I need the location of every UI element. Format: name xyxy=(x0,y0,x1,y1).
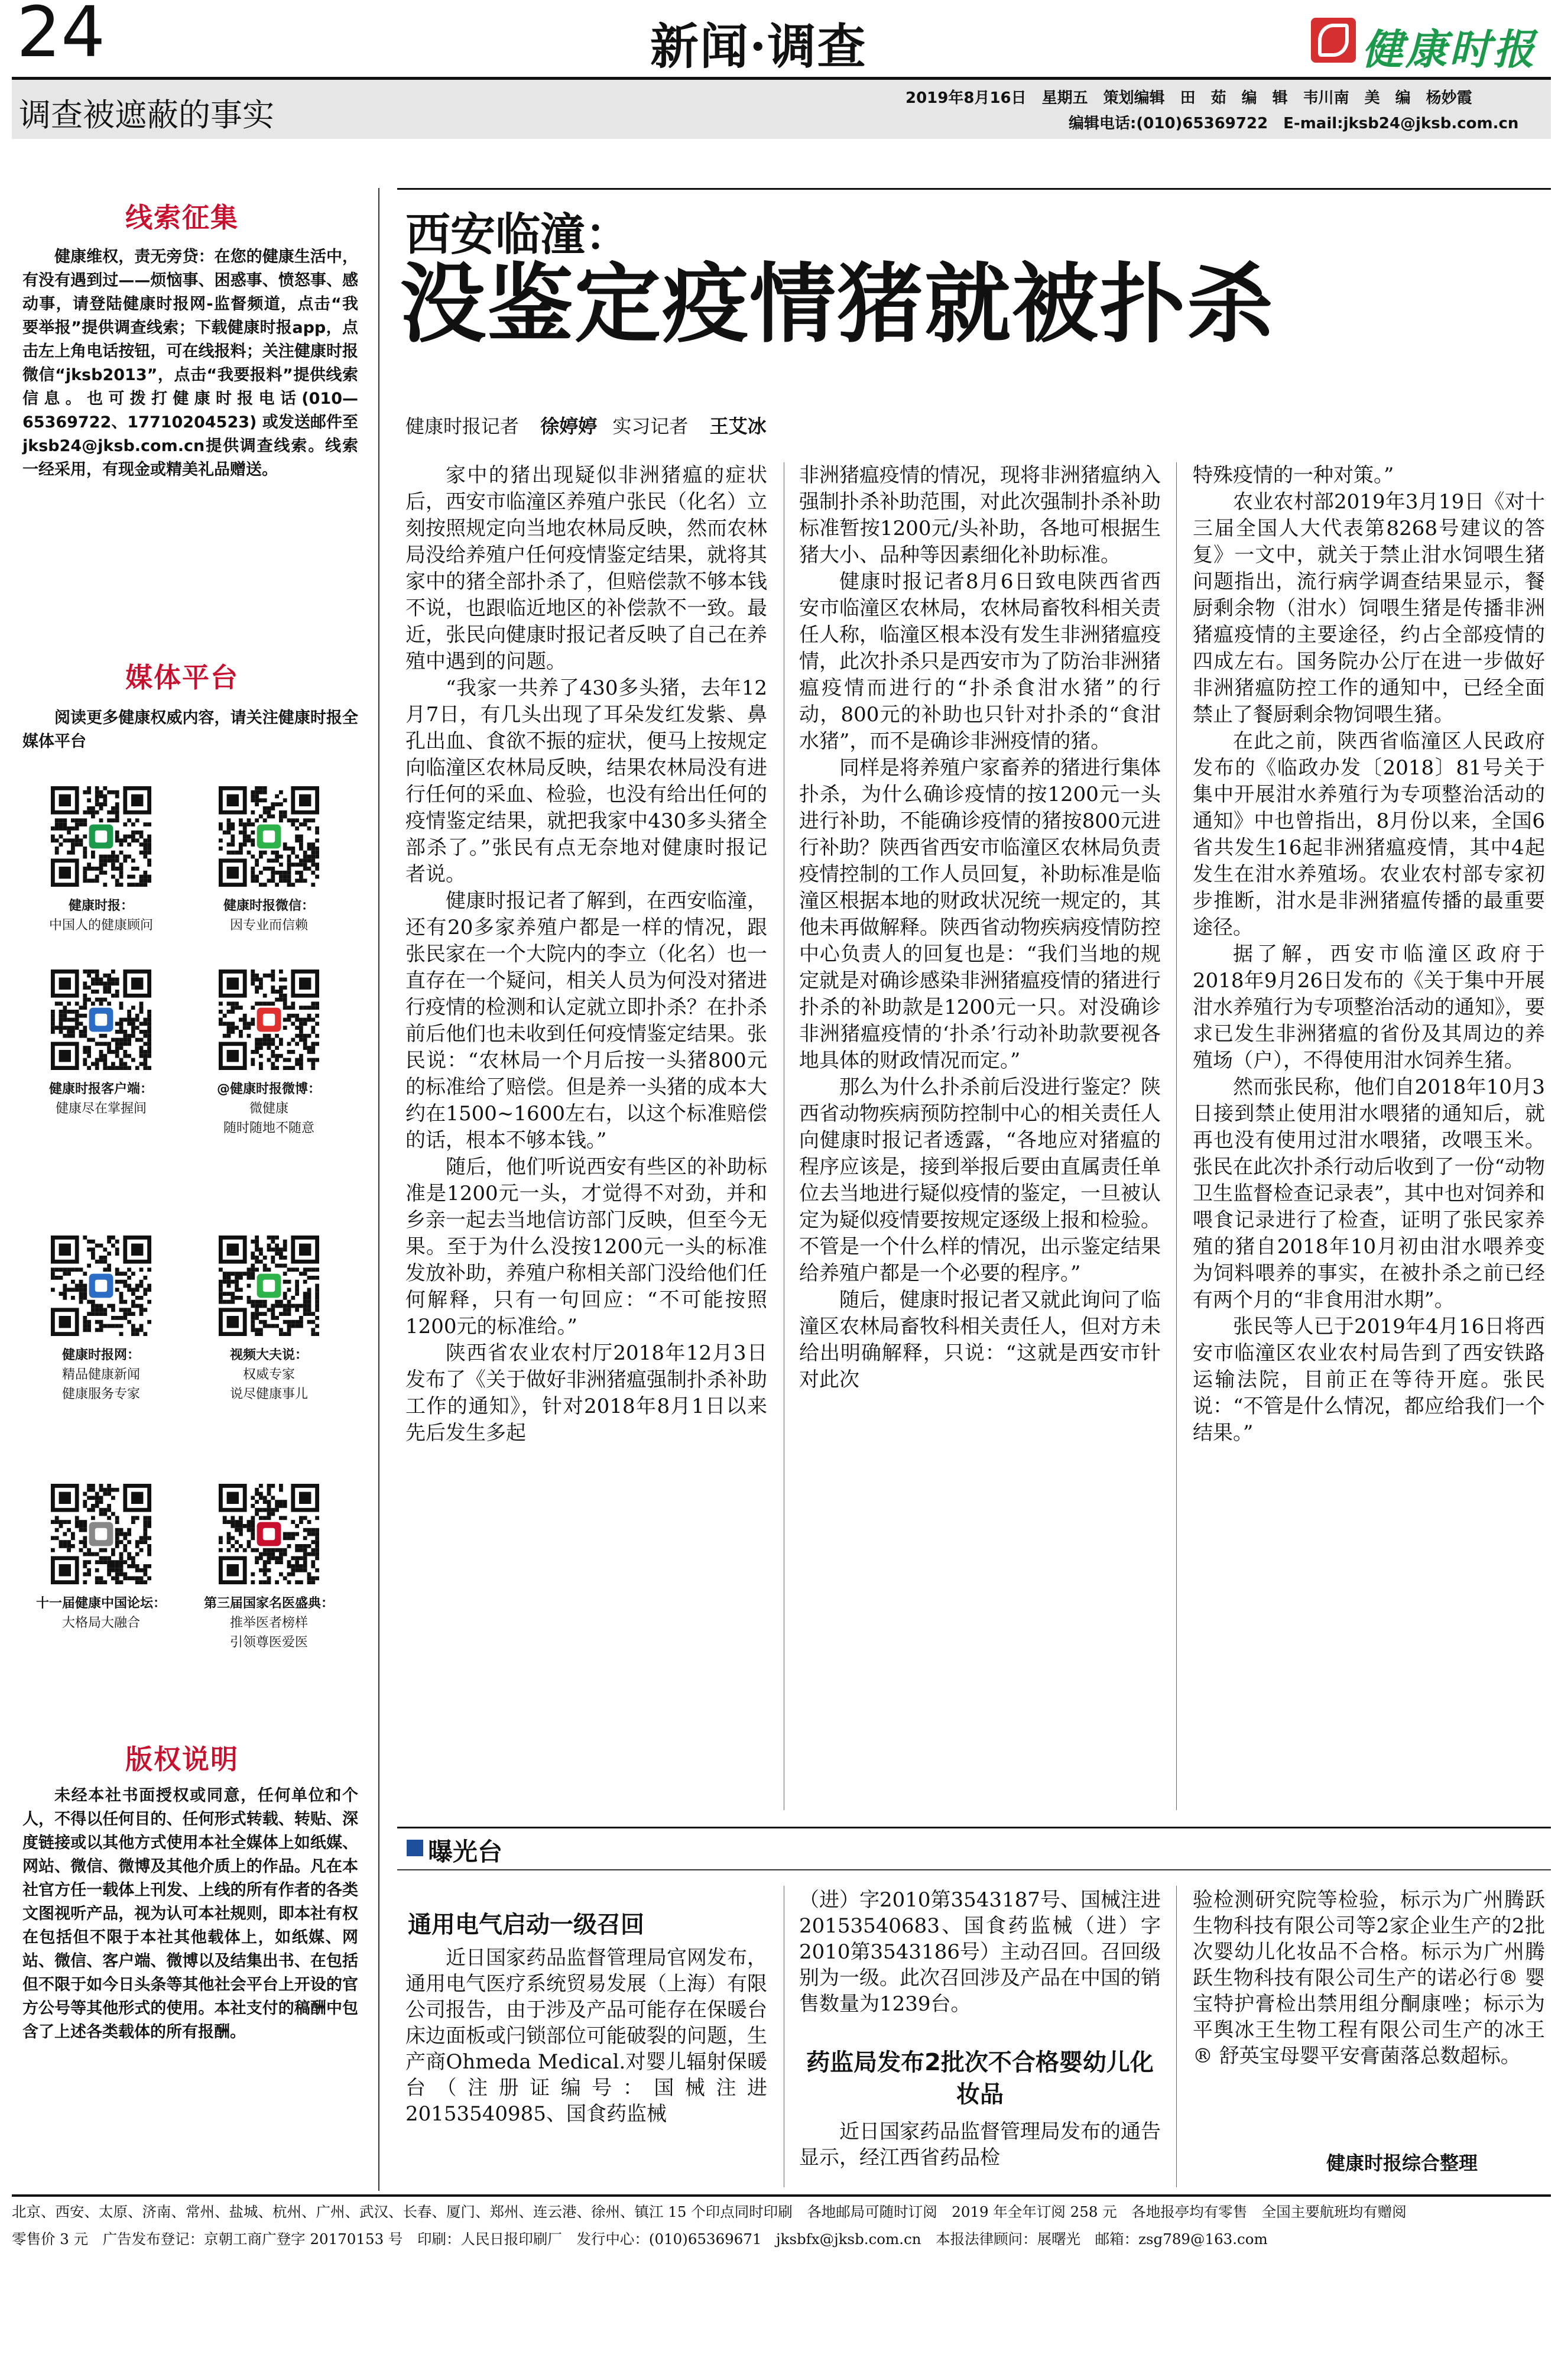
paragraph: 随后，他们听说西安有些区的补助标准是1200元一头，才觉得不对劲，并和乡亲一起去当地信访部门反映，但至今无果。至于为什么没按1200元一头的标准发放补助，养殖户称相关部门没给他们任何解释，只有一句回应：“不可能按照1200元的标准给。” xyxy=(405,1155,767,1338)
clues-text: 健康维权，责无旁贷：在您的健康生活中，有没有遇到过——烦恼事、困惑事、愤怒事、感动事，请登陆健康时报网-监督频道，点击“我要举报”提供调查线索；下载健康时报app，点击左上角电话按钮，可在线报料；关注健康时报微信“jksb2013”，点击“我要报料”提供线索信息。也可拨打健康时报电话(010—65369722、17710204523) 或发送邮件至jksb24@jksb.com.cn提供调查线索。线索一经采用，有现金或精美礼品赠送。 xyxy=(22,248,358,479)
copyright-text: 未经本社书面授权或同意，任何单位和个人，不得以任何目的、任何形式转载、转贴、深度链接或以其他方式使用本社全媒体上如纸媒、网站、微信、微博及其他介质上的作品。凡在本社官方任一载体上刊发、上线的所有作者的各类文图视听产品，视为认可本社规则，即本社有权在包括但不限于本社其他载体上，如纸媒、网站、微信、客户端、微博以及结集出书、在包括但不限于如今日头条等其他社会平台上开设的官方公号等其他形式的使用。本社支付的稿酬中包含了上述各类载体的所有报酬。 xyxy=(22,1786,358,2041)
qr-caption-desc: 精品健康新闻 健康服务专家 xyxy=(61,1367,140,1402)
qr-caption xyxy=(30,1345,172,1404)
media-text: 阅读更多健康权威内容，请关注健康时报全媒体平台 xyxy=(22,709,358,751)
page-number: 24 xyxy=(17,0,106,73)
qr-caption xyxy=(30,896,172,935)
paragraph: 健康时报记者8月6日致电陕西省西安市临潼区农林局，农林局畜牧科相关责任人称，临潼区根本没有发生非洲猪瘟疫情，此次扑杀只是西安市为了防治非洲猪瘟疫情而进行的“扑杀食泔水猪”的行动，800元的补助也只针对扑杀的“食泔水猪”，而不是确诊非洲疫情的猪。 xyxy=(799,570,1161,753)
exposure-section-title: 曝光台 xyxy=(428,1837,503,1866)
story1-col2: （进）字2010第3543187号、国械注进20153540683、国食药监械（进）字2010第3543186号）主动召回。召回级别为一级。此次召回涉及产品在中国的销售数量为1239台。 xyxy=(799,1888,1161,2016)
qr-code-jksb-logo xyxy=(51,786,151,887)
section-title: 新闻·调查 xyxy=(650,18,867,75)
paragraph: 在此之前，陕西省临潼区人民政府发布的《临政办发〔2018〕81号关于集中开展泔水养殖行为专项整治活动的通知》中也曾指出，8月份以来，全国6省共发生16起非洲猪瘟疫情，其中4起发生在泔水养殖场。农业农村部专家初步推断，泔水是非洲猪瘟传播的最重要途径。 xyxy=(1193,729,1545,939)
contact-line: 编辑电话:(010)65369722 E-mail:jksb24@jksb.com.cn xyxy=(1069,115,1519,132)
qr-caption-desc: 健康尽在掌握间 xyxy=(55,1101,147,1116)
paragraph: 非洲猪瘟疫情的情况，现将非洲猪瘟纳入强制扑杀补助范围，对此次强制扑杀补助标准暂按1200元/头补助，各地可根据生猪大小、品种等因素细化补助标准。 xyxy=(799,463,1161,567)
article-headline: 没鉴定疫情猪就被扑杀 xyxy=(400,254,1274,355)
paragraph: 随后，健康时报记者又就此询问了临潼区农林局畜牧科相关责任人，但对方未给出明确解释，只说：“这就是西安市针对此次 xyxy=(799,1288,1161,1392)
byline-label-1: 健康时报记者 xyxy=(405,415,520,437)
qr-caption-name: @健康时报微博： xyxy=(216,1082,321,1097)
exposure-sub-rule xyxy=(397,1869,1551,1870)
qr-caption xyxy=(198,896,340,935)
dateline: 2019年8月16日 星期五 策划编辑 田 茹 编 辑 韦川南 美 编 杨妙霞 xyxy=(905,89,1472,107)
footer-line-2: 零售价 3 元 广告发布登记：京朝工商广登字 20170153 号 印刷：人民日报印刷厂 发行中心：(010)65369671 jksbfx@jksb.com.cn 本报法律顾问：展曙光 邮箱：zsg789@163.com xyxy=(12,2230,1268,2248)
clues-title: 线索征集 xyxy=(125,202,239,234)
paragraph: 张民等人已于2019年4月16日将西安市临潼区农业农村局告到了西安铁路运输法院，目前正在等待开庭。张民说：“不管是什么情况，都应给我们一个结果。” xyxy=(1193,1315,1545,1445)
column-name: 调查被遮蔽的事实 xyxy=(19,96,274,134)
article-column-3 xyxy=(1193,462,1545,1447)
qr-caption-name: 健康时报客户端： xyxy=(48,1082,153,1097)
story2-col3: 验检测研究院等检验，标示为广州腾跃生物科技有限公司等2家企业生产的2批次婴幼儿化妆品不合格。标示为广州腾跃生物科技有限公司生产的诺必行® 婴宝特护膏检出禁用组分酮康唑；标示为平舆冰王生物工程有限公司生产的冰王® 舒英宝母婴平安膏菌落总数超标。 xyxy=(1193,1888,1545,2068)
logo-wordmark: 健康时报 xyxy=(1362,25,1537,74)
qr-caption-name: 视频大夫说： xyxy=(229,1348,308,1363)
qr-code-web-logo xyxy=(51,1236,151,1336)
page-header xyxy=(0,0,1558,137)
paragraph: 那么为什么扑杀前后没进行鉴定？陕西省动物疾病预防控制中心的相关责任人向健康时报记者透露，“各地应对猪瘟的程序应该是，接到举报后要由直属责任单位去当地进行疑似疫情的鉴定，一旦被认定为疑似疫情要按规定逐级上报和检验。不管是一个什么样的情况，出示鉴定结果给养殖户都是一个必要的程序。” xyxy=(799,1075,1161,1285)
story1-col1: 近日国家药品监督管理局官网发布，通用电气医疗系统贸易发展（上海）有限公司报告，由于涉及产品可能存在保暖台床边面板或闩锁部位可能破裂的问题，生产商Ohmeda Medical.对婴儿辐射保暖台（注册证编号：国械注进20153540985、国食药监械 xyxy=(405,1946,767,2126)
article-column-1 xyxy=(405,462,767,1447)
qr-caption xyxy=(198,1079,340,1138)
media-title: 媒体平台 xyxy=(125,662,239,693)
paragraph: 然而张民称，他们自2018年10月3日接到禁止使用泔水喂猪的通知后，就再也没有使用过泔水喂猪，改喂玉米。张民在此次扑杀行动后收到了一份“动物卫生监督检查记录表”，其中也对饲养和喂食记录进行了检查，证明了张民家养殖的猪自2018年10月初由泔水喂养变为饲料喂养的事实，在被扑杀之前已经有两个月的“非食用泔水期”。 xyxy=(1193,1075,1545,1312)
paragraph: 特殊疫情的一种对策。” xyxy=(1193,463,1394,487)
qr-caption xyxy=(198,1594,340,1652)
paragraph: 陕西省农业农村厅2018年12月3日发布了《关于做好非洲猪瘟强制扑杀补助工作的通知》，针对2018年8月1日以来先后发生多起 xyxy=(405,1341,767,1445)
qr-caption-name: 健康时报微信： xyxy=(223,899,314,913)
qr-code-doctor-logo xyxy=(219,1484,319,1584)
copyright-title: 版权说明 xyxy=(125,1743,239,1775)
article-kicker: 西安临潼： xyxy=(405,208,630,261)
qr-caption-desc: 因专业而信赖 xyxy=(229,918,308,933)
story2-title: 药监局发布2批次不合格婴幼儿化妆品 xyxy=(806,2049,1154,2108)
exposure-rule-2 xyxy=(1176,1886,1177,2187)
exposure-top-rule xyxy=(397,1827,1551,1828)
qr-caption-name: 健康时报： xyxy=(68,899,134,913)
qr-caption-name: 十一届健康中国论坛： xyxy=(35,1596,166,1611)
story2-col2: 近日国家药品监督管理局发布的通告显示，经江西省药品检 xyxy=(799,2120,1161,2170)
qr-caption xyxy=(30,1594,172,1633)
qr-code-wechat-logo xyxy=(219,786,319,887)
exposure-credit: 健康时报综合整理 xyxy=(1326,2152,1478,2174)
byline-name-1: 徐婷婷 xyxy=(540,415,598,437)
qr-caption-name: 第三届国家名医盛典： xyxy=(203,1596,334,1611)
paragraph: 据了解，西安市临潼区政府于2018年9月26日发布的《关于集中开展泔水养殖行为专项整治活动的通知》，要求已发生非洲猪瘟的省份及其周边的养殖场（户），不得使用泔水饲养生猪。 xyxy=(1193,942,1545,1072)
article-top-rule xyxy=(397,188,1551,190)
qr-code-video-logo xyxy=(219,1236,319,1336)
article-column-2 xyxy=(799,462,1161,1393)
qr-caption-desc: 推举医者榜样 引领尊医爱医 xyxy=(229,1616,308,1650)
qr-caption-desc: 权威专家 说尽健康事儿 xyxy=(229,1367,308,1402)
qr-code-app-logo xyxy=(51,969,151,1070)
paragraph: 家中的猪出现疑似非洲猪瘟的症状后，西安市临潼区养殖户张民（化名）立刻按照规定向当地农林局反映，然而农林局没给养殖户任何疫情鉴定结果，就将其家中的猪全部扑杀了，但赔偿款不够本钱不说，也跟临近地区的补偿款不一致。最近，张民向健康时报记者反映了自己在养殖中遇到的问题。 xyxy=(405,463,767,673)
footer-rule xyxy=(12,2194,1551,2197)
masthead-logo xyxy=(1311,18,1545,74)
footer-line-1: 北京、西安、太原、济南、常州、盐城、杭州、广州、武汉、长春、厦门、郑州、连云港、徐州、镇江 15 个印点同时印刷 各地邮局可随时订阅 2019 年全年订阅 258 元 各地报亭均有零售 全国主要航班均有赠阅 xyxy=(12,2203,1407,2220)
qr-caption xyxy=(30,1079,172,1118)
qr-code-forum-logo xyxy=(51,1484,151,1584)
paragraph: “我家一共养了430多头猪，去年12月7日，有几头出现了耳朵发红发紫、鼻孔出血、食欲不振的症状，便马上按规定向临潼区农林局反映，结果农林局没有进行任何的采血、检验，也没有给出任何的疫情鉴定结果，就把我家中430多头猪全部杀了。”张民有点无奈地对健康时报记者说。 xyxy=(405,676,767,886)
column-rule-2 xyxy=(1176,462,1177,1810)
qr-code-weibo-logo xyxy=(219,969,319,1070)
story1-title: 通用电气启动一级召回 xyxy=(408,1911,644,1938)
paragraph: 同样是将养殖户家畜养的猪进行集体扑杀，为什么确诊疫情的按1200元一头进行补助，不能确诊疫情的猪按800元进行补助？陕西省西安市临潼区农林局负责疫情控制的工作人员回复，补助标准是临潼区根据本地的财政状况统一规定的，其他未再做解释。陕西省动物疾病疫情防控中心负责人的回复也是：“我们当地的规定就是对确诊感染非洲猪瘟疫情的猪进行扑杀的补助款是1200元一只。对没确诊非洲猪瘟疫情的‘扑杀’行动补助款要视各地具体的财政情况而定。” xyxy=(799,756,1161,1072)
byline xyxy=(405,411,767,439)
qr-caption-desc: 微健康 随时随地不随意 xyxy=(223,1101,314,1136)
paragraph: 健康时报记者了解到，在西安临潼，还有20多家养殖户都是一样的情况，跟张民家在一个大院内的李立（化名）也一直存在一个疑问，相关人员为何没对猪进行疫情的检测和认定就立即扑杀？在扑杀前后他们也未收到任何疫情鉴定结果。张民说：“农林局一个月后按一头猪800元的标准给了赔偿。但是养一头猪的成本大约在1500~1600左右，以这个标准赔偿的话，根本不够本钱。” xyxy=(405,889,767,1152)
qr-caption xyxy=(198,1345,340,1404)
exposure-square-icon xyxy=(407,1840,423,1856)
sidebar-divider xyxy=(378,188,379,2191)
logo-icon xyxy=(1311,18,1356,63)
byline-label-2: 实习记者 xyxy=(612,415,689,437)
qr-caption-name: 健康时报网： xyxy=(61,1348,140,1363)
paragraph: 农业农村部2019年3月19日《对十三届全国人大代表第8268号建议的答复》一文中，就关于禁止泔水饲喂生猪问题指出，流行病学调查结果显示，餐厨剩余物（泔水）饲喂生猪是传播非洲猪瘟疫情的主要途径，约占全部疫情的四成左右。国务院办公厅在进一步做好非洲猪瘟防控工作的通知中，已经全面禁止了餐厨剩余物饲喂生猪。 xyxy=(1193,490,1545,727)
qr-caption-desc: 大格局大融合 xyxy=(61,1616,140,1630)
qr-caption-desc: 中国人的健康顾问 xyxy=(48,918,153,933)
byline-name-2: 王艾冰 xyxy=(709,415,767,437)
